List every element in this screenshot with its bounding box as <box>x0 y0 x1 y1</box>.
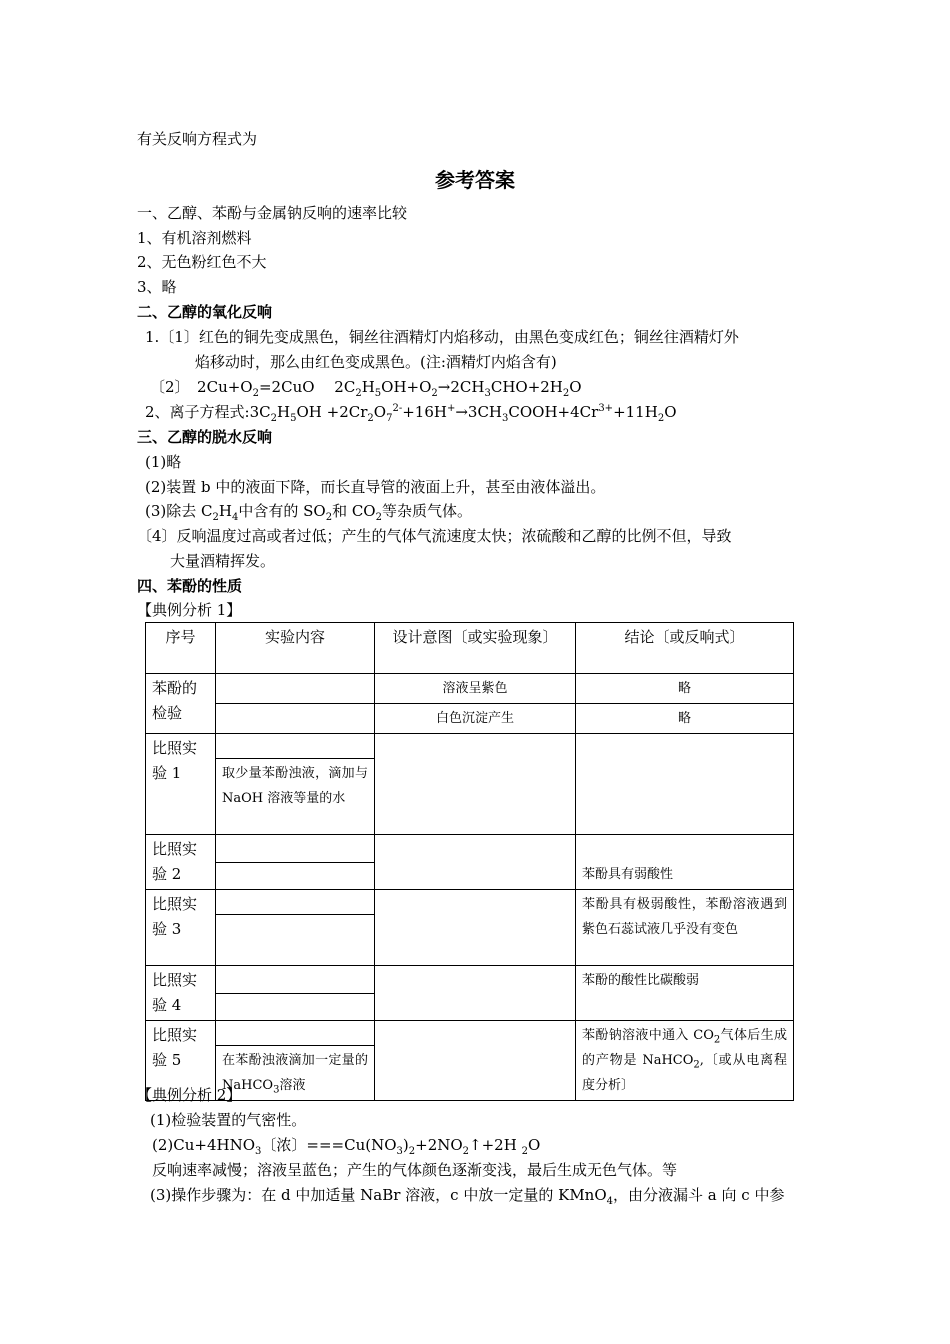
row-label: 比照实验 4 <box>146 966 216 1021</box>
sec1-heading: 一、乙醇、苯酚与金属钠反响的速率比较 <box>137 204 408 222</box>
table-cell: 苯酚的酸性比碳酸弱 <box>576 966 794 1021</box>
sec2-equation-1: 〔2〕 $2Cu+O_2=2CuO$ $2C_2H_5OH+O_2\to 2CH_3CHO+2H_2O$ <box>150 378 582 399</box>
row-label: 苯酚的检验 <box>146 674 216 734</box>
sec3-heading: 三、乙醇的脱水反响 <box>137 428 273 446</box>
table-cell <box>375 835 576 890</box>
table-cell <box>216 862 375 890</box>
example-2-item-2: $(2)Cu+4HNO_3$〔浓〕$===Cu(NO_3)_2+2NO_2↑+2H$ $_2$O <box>152 1136 541 1157</box>
table-cell: 略 <box>576 674 794 704</box>
e2-2-prefix: (2)Cu+4HNO <box>152 1136 256 1154</box>
table-header: 实验内容 <box>216 623 375 674</box>
row-label: 比照实验 1 <box>146 734 216 835</box>
table-cell: 苯酚具有弱酸性 <box>576 835 794 890</box>
c5-concl-c: 〔或从电离程度分析〕 <box>582 1053 787 1093</box>
sec3-item-4-line1: 〔4〕反响温度过高或者过低；产生的气体气流速度太快；浓硫酸和乙醇的比例不但，导致 <box>137 527 732 545</box>
sec1-item: 3、略 <box>137 278 177 296</box>
sec3-i3-c: 和 CO <box>332 502 376 520</box>
sec2-p3-prefix: 2、离子方程式: <box>145 403 250 421</box>
experiment-table <box>145 622 794 1101</box>
sec2-p1-line2: 焰移动时，那么由红色变成黑色。(注:酒精灯内焰含有) <box>195 353 557 371</box>
row-label: 比照实验 3 <box>146 890 216 966</box>
table-cell <box>216 966 375 994</box>
e2-4: (3)操作步骤为：在 d 中加适量 NaBr 溶液，c 中放一定量的 KMnO <box>150 1186 607 1204</box>
c5-content-b: 溶液 <box>279 1078 306 1093</box>
table-cell: 溶液呈紫色 <box>375 674 576 704</box>
sec3-i3-a: (3)除去 C <box>145 502 213 520</box>
sec2-p1-line1: 1.〔1〕红色的铜先变成黑色，铜丝往酒精灯内焰移动，由黑色变成红色；铜丝往酒精灯外 <box>145 328 739 346</box>
table-cell <box>216 1021 375 1046</box>
table-cell <box>375 890 576 966</box>
sec1-item: 1、有机溶剂燃料 <box>137 229 252 247</box>
table-header: 序号 <box>146 623 216 674</box>
example-1-label: 【典例分析 1】 <box>137 601 242 619</box>
sec3-i3-b: 中含有的 SO <box>238 502 326 520</box>
table-cell <box>216 835 375 863</box>
row-label: 比照实验 5 <box>146 1021 216 1101</box>
table-cell <box>216 890 375 915</box>
sec3-i3-d: 等杂质气体。 <box>381 502 472 520</box>
sec4-heading: 四、苯酚的性质 <box>137 577 243 595</box>
sec3-item-3: (3)除去 $C_2H_4$中含有的 $SO_2$和 $CO_2$等杂质气体。 <box>145 502 472 523</box>
example-2-label: 【典例分析 2】 <box>137 1086 242 1104</box>
table-cell <box>216 915 375 966</box>
table-cell <box>216 704 375 734</box>
table-cell <box>375 734 576 835</box>
intro-text: 有关反响方程式为 <box>137 130 258 148</box>
row-label: 比照实验 2 <box>146 835 216 890</box>
table-cell: 取少量苯酚浊液，滴加与 NaOH 溶液等量的水 <box>216 759 375 835</box>
table-header: 设计意图〔或实验现象〕 <box>375 623 576 674</box>
e2-4-tail: ，由分液漏斗 a 向 c 中参 <box>613 1186 785 1204</box>
table-header: 结论〔或反响式〕 <box>576 623 794 674</box>
table-cell <box>375 966 576 1021</box>
table-cell <box>375 1021 576 1101</box>
sec2-p2-prefix: 〔2〕 <box>150 378 183 396</box>
example-2-item-4: (3)操作步骤为：在 d 中加适量 NaBr 溶液，c 中放一定量的 KMnO$_4$，由分液漏斗 a 向 c 中参 <box>150 1186 785 1207</box>
c5-content-a: 在苯酚浊液滴加一定量的 NaHCO <box>222 1053 368 1093</box>
table-cell <box>216 674 375 704</box>
page-title: 参考答案 <box>435 168 515 192</box>
table-cell <box>576 734 794 835</box>
c5-concl-a: 苯酚钠溶液中通入 CO <box>582 1028 714 1043</box>
example-2-item-1: (1)检验装置的气密性。 <box>150 1111 307 1129</box>
example-2-item-3: 反响速率减慢；溶液呈蓝色；产生的气体颜色逐渐变浅，最后生成无色气体。等 <box>152 1161 678 1179</box>
c5-concl-b: 气体后生成的产物是 NaHCO <box>582 1028 787 1068</box>
table-cell: 苯酚具有极弱酸性，苯酚溶液遇到紫色石蕊试液几乎没有变色 <box>576 890 794 966</box>
sec3-item-2: (2)装置 b 中的液面下降，而长直导管的液面上升，甚至由液体溢出。 <box>145 478 606 496</box>
sec3-item-1: (1)略 <box>145 453 182 471</box>
table-cell: 在苯酚浊液滴加一定量的 NaHCO$_3$溶液 <box>216 1046 375 1101</box>
table-cell: 白色沉淀产生 <box>375 704 576 734</box>
e2-2-mid: 〔浓〕===Cu(NO <box>261 1136 397 1154</box>
sec2-heading: 二、乙醇的氧化反响 <box>137 303 273 321</box>
table-cell: 略 <box>576 704 794 734</box>
table-cell <box>216 734 375 759</box>
table-cell <box>216 993 375 1021</box>
sec2-equation-2: 2、离子方程式$:3C_2H_5OH$ $+2Cr_2O_7^{2-}+16H^+\to 3CH_3COOH+4Cr^{3+}+11H_2O$ <box>145 403 677 424</box>
sec3-item-4-line2: 大量酒精挥发。 <box>170 552 276 570</box>
sec1-item: 2、无色粉红色不大 <box>137 253 267 271</box>
table-cell: 苯酚钠溶液中通入 $CO_2$气体后生成的产物是 NaHCO$_2$,〔或从电离程度分析〕 <box>576 1021 794 1101</box>
